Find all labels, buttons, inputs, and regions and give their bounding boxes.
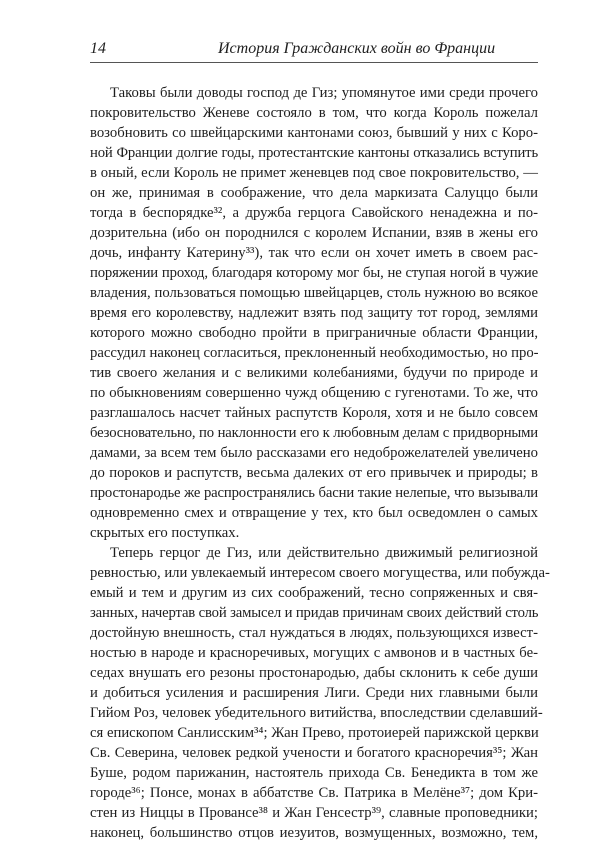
text-line: емый и тем и другим из сих соображений, тесно сопряженных и свя- [90, 585, 538, 601]
text-line: Св. Северина, человек редкой учености и богатого красноречия³⁵; Жан [90, 745, 538, 761]
text-line: разглашалось насчет тайных распутств Короля, хотя и не было совсем [90, 405, 538, 421]
text-line: Теперь герцог де Гиз, или действительно движимый религиозной [110, 545, 538, 561]
text-line: возобновить со швейцарскими кантонами союз, бывший у них с Коро- [90, 125, 538, 141]
text-line: седах внушать его резоны простонародью, дабы склонить к себе души [90, 665, 538, 681]
text-line: стен из Ниццы в Провансе³⁸ и Жан Генсестр³⁹, славные проповедники; [90, 805, 538, 821]
text-line: дамами, за всем тем было рассказами его недоброжелателей увеличено [90, 445, 538, 461]
text-line: и добиться усиления и расширения Лиги. Среди них главными были [90, 685, 538, 701]
text-line: до пороков и распутств, весьма далеких от его привычек и природы; в [90, 465, 538, 481]
text-line: наконец, большинство отцов иезуитов, возмущенных, возможно, тем, [90, 825, 538, 841]
text-line: Гийом Роз, человек убедительного витийства, впоследствии сделавший- [90, 705, 543, 721]
text-line: он же, принимая в соображение, что дела маркизата Салуццо были [90, 185, 538, 201]
text-line: ной Франции долгие годы, протестантские кантоны отказались вступить [90, 145, 538, 161]
text-line: дочь, инфанту Катерину³³), так что если он хочет иметь в своем рас- [90, 245, 538, 261]
text-line: в оный, если Король не примет женевцев под свое покровительство, — [90, 165, 538, 181]
running-title: История Гражданских войн во Франции [218, 40, 496, 57]
text-line: дозрительна (ибо он породнился с королем Испании, взяв в жены его [90, 225, 538, 241]
text-line: время его королевству, надлежит взять под защиту тот город, землями [90, 305, 538, 321]
text-line: достойную внешность, стал нуждаться в людях, пользующихся извест- [90, 625, 538, 641]
text-line: покровительство Женеве состояло в том, что когда Король пожелал [90, 105, 538, 121]
page-number: 14 [90, 40, 106, 57]
text-line: по обыкновениям совершенно чужд общению с гугенотами. То же, что [90, 385, 538, 401]
text-line: тогда в беспорядке³², а дружба герцога Савойского ненадежна и по- [90, 205, 538, 221]
text-line: рассудил наконец согласиться, преклоненный необходимостью, но про- [90, 345, 539, 361]
text-line: безосновательно, по наклонности его к любовным делам с придворными [90, 425, 538, 441]
text-line: тив своего желания и с великими колебаниями, будучи по природе и [90, 365, 538, 381]
text-line: поряжении проход, благодаря которому мог бы, не ступая ногой в чужие [90, 265, 538, 281]
text-line: городе³⁶; Понсе, монах в аббатстве Св. Патрика в Мелёне³⁷; дом Кри- [90, 785, 538, 801]
text-line: ся епископом Санлисским³⁴; Жан Прево, протоиерей парижской церкви [90, 725, 539, 741]
text-line: ностью в народе и красноречивых, могущих с амвонов и в частных бе- [90, 645, 538, 661]
text-line: одновременно смех и отвращение у тех, кто был осведомлен о самых [90, 505, 538, 521]
text-line: ревностью, или увлекаемый интересом своего могущества, или побужда- [90, 565, 550, 581]
running-header [90, 38, 538, 63]
text-line: скрытых его поступках. [90, 525, 240, 541]
text-line: которого можно свободно пройти в приграничные области Франции, [90, 325, 538, 341]
text-line: Буше, родом парижанин, настоятель прихода Св. Бенедикта в том же [90, 765, 538, 781]
text-line: простонародье же распространялись басни такие нелепые, что вызывали [90, 485, 538, 501]
text-line: Таковы были доводы господ де Гиз; упомянутое ими среди прочего [110, 85, 538, 101]
text-line: занных, начертав свой замысел и придав причинам своих действий столь [90, 605, 539, 621]
text-line: владения, пользоваться помощью швейцарцев, столь нужною во всякое [90, 285, 538, 301]
body-text [90, 83, 550, 843]
